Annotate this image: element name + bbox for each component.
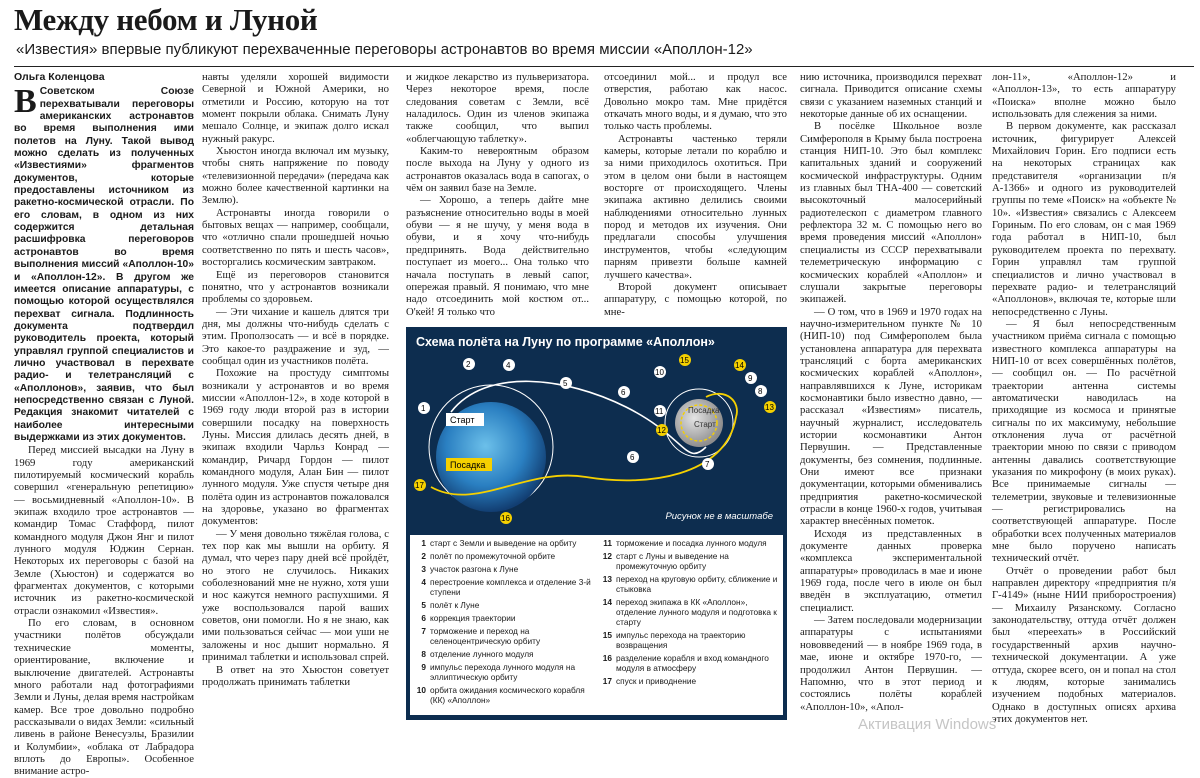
paragraph: и жидкое лекарство из пульверизатора. Через некоторое время, после следования советам с Земли, всё наладилось. Один из членов экипажа также сообщил, что выпил «облегчающую таблетку». bbox=[406, 71, 589, 145]
paragraph: навты уделяли хорошей видимости Северной и Южной Америки, но отметили и Россию, которую на тот момент покрыли облака. Снимать Луну мешало Солнце, и экипаж долго искал нужный ракурс. bbox=[202, 71, 389, 145]
marker-5-label: 5 bbox=[563, 379, 568, 388]
paragraph: нию источника, производился перехват сигнала. Приводится описание схемы связи с указанием наземных станций и некоторые данные об их оснащении. bbox=[800, 71, 982, 121]
marker-16-label: 16 bbox=[501, 514, 510, 523]
marker-9-label: 9 bbox=[748, 374, 753, 383]
paragraph: Астронавты частенько теряли камеры, которые летали по кораблю и за ними приходилось охотиться. При этом в целом они были в настоящем восторге от происходящего. Члены экипажа активно делились своими наблюдениями относительно лунных пород и методов их изучения. Они предлагали способы улучшения инструментов, чтобы «следующим парням привезти больше камней лучшего качества». bbox=[604, 132, 787, 281]
legend-item: 13 переход на круговую орбиту, сближение и стыковка bbox=[602, 574, 778, 594]
paragraph: Похожие на простуду симптомы возникали у астронавтов и во время миссии «Аполлон-12», в ходе которой в 1969 году люди второй раз в истории совершили посадку на поверхность Луны. Миссия длилась десять дней, в экипаж входили Чарльз Конрад — командир, Ричард Гордон — пилот командного модуля, Алан Бин — пилот лунного модуля. Уже спустя четыре дня полёта один из астронавтов пожаловался на здоровье, указано во фрагментах документов: bbox=[202, 367, 389, 528]
legend-left bbox=[414, 538, 594, 708]
legend-item: 1 старт с Земли и выведение на орбиту bbox=[421, 538, 577, 548]
marker-1-label: 1 bbox=[421, 404, 426, 413]
paragraph: Астронавты иногда говорили о бытовых вещах — например, сообщали, что «отлично спали прошедшей ночью соответственно по пять и шесть часов», восторгались космическим завтраком. bbox=[202, 206, 389, 269]
legend-item: 6 коррекция траектории bbox=[421, 613, 516, 623]
legend-item: 7 торможение и переход на селеноцентрическую орбиту bbox=[421, 626, 541, 646]
legend-item: 4 перестроение комплекса и отделение 3-й ступени bbox=[421, 577, 591, 597]
flight-scheme-svg bbox=[406, 327, 787, 535]
marker-6-label: 6 bbox=[621, 388, 626, 397]
author: Ольга Коленцова bbox=[14, 71, 105, 83]
dropcap: В bbox=[14, 83, 37, 121]
paragraph: — О том, что в 1969 и 1970 годах на научно-измерительном пункте № 10 (НИП-10) под Симферополем была установлена аппаратура для перехвата трансляций с борта американских космических кораблей «Аполлон», направлявшихся к Луне, историкам космонавтики было известно давно, — рассказал «Известиям» писатель, научный журналист, исследователь истории космонавтики Антон Первушин. — Представленные документы, без сомнения, подлинные. Они имеют все признаки документации, которыми обменивались предприятия ракетно-космической отрасли в конце 1960-х годов, учитывая характер внесённых пометок. bbox=[800, 305, 982, 528]
diagram-legend bbox=[410, 535, 783, 715]
legend-item: 3 участок разгона к Луне bbox=[421, 564, 519, 574]
column-4 bbox=[604, 71, 787, 319]
windows-activation-watermark: Активация Windows bbox=[858, 716, 997, 733]
paragraph: В первом документе, как рассказал источник, фигурирует Алексей Михайлович Горин. Его подписи есть на некоторых страницах как представителя «организации п/я А-1366» и одного из руководителей группы по теме «Поиск» на «объекте № 10». «Известия» связались с Алексеем Гориным. По его словам, он с мая 1969 года работал в НИП-10, был руководителем проекта по перехвату. Горин управлял там группой специалистов и лично участвовал в перехвате радио- и телетрансляций «Аполлонов», включая те, которые шли непосредственно с Луны. bbox=[992, 120, 1176, 318]
paragraph: Каким-то невероятным образом после выхода на Луну у одного из астронавтов оказалась вода в сапогах, о чём он заявил базе на Земле. bbox=[406, 145, 589, 195]
paragraph: В посёлке Школьное возле Симферополя в Крыму была построена станция НИП-10. Это был комплекс капитальных зданий и сооружений космической инфраструктуры. Одним из главных был ТНА-400 — советский высокоточный малосерийный радиотелескоп с диаметром главного рефлектора 32 м. С помощью него во время проведения миссий «Аполлон» специалисты из СССР перехватывали телеметрическую информацию с космических кораблей «Аполлон» и слушали закрытые переговоры экипажей. bbox=[800, 120, 982, 306]
legend-item: 9 импульс перехода лунного модуля на эллиптическую орбиту bbox=[421, 662, 576, 682]
marker-15-label: 15 bbox=[680, 356, 689, 365]
marker-7-label: 7 bbox=[705, 460, 710, 469]
paragraph: Второй документ описывает аппаратуру, с помощью которой, по мне- bbox=[604, 280, 787, 318]
paragraph: — Эти чихание и кашель длятся три дня, мы должны что-нибудь сделать с этим. Проползосать — и всё в порядке. Это какое-то раздражение и зуд, — сообщал один из участников полёта. bbox=[202, 305, 389, 367]
marker-13-label: 13 bbox=[765, 403, 774, 412]
marker-14-label: 14 bbox=[735, 361, 744, 370]
column-1 bbox=[14, 71, 194, 778]
moon-start-label: Старт bbox=[694, 420, 716, 429]
moon-landing-label: Посадка bbox=[688, 406, 720, 415]
column-3 bbox=[406, 71, 589, 319]
page-subtitle: «Известия» впервые публикуют перехваченные переговоры астронавтов во время миссии «Аполлон-12» bbox=[16, 41, 753, 58]
paragraph: Хьюстон иногда включал им музыку, чтобы снять напряжение по поводу «телевизионной передачи» (передача как можно более качественной картинки на Землю). bbox=[202, 145, 389, 207]
paragraph: — Хорошо, а теперь дайте мне разъяснение относительно воды в моей обуви — я не шучу, у меня вода в обуви, и я хочу что-нибудь предпринять. Вода действительно поступает из моего... Она только что начала поступать в левый сапог, опережая правый. Я понимаю, что мне надо отсоединить мой костюм от... О'кей! Я только что bbox=[406, 194, 589, 318]
legend-item: 12 старт с Луны и выведение на промежуточную орбиту bbox=[602, 551, 729, 571]
legend-item: 16 разделение корабля и вход командного модуля в атмосферу bbox=[602, 653, 769, 673]
start-label: Старт bbox=[450, 415, 475, 425]
marker-8-label: 8 bbox=[758, 387, 763, 396]
paragraph: — Я был непосредственным участником приёма сигнала с помощью известного комплекса аппаратуры на НИП-10 от всех совершённых полётов, — сообщил он. — По расчётной траектории антенна системы автоматически наводилась на приходящие из космоса и принятые сигналы по их максимуму, небольшие отклонения луча от расчётной траектории мною по связи с приводом антенны давались соответствующие указания по микрофону (в моих руках). Все принимаемые сигналы — телеметрии, звуковые и телевизионные — регистрировались на соответствующей аппаратуре. После обработки всех полученных материалов мне было поручено написать технический отчёт. bbox=[992, 317, 1176, 565]
legend-item: 8 отделение лунного модуля bbox=[421, 649, 534, 659]
paragraph: Отчёт о проведении работ был направлен директору «предприятия п/я Г-4149» (ныне НИИ приборостроения) — Михаилу Рязанскому. Согласно законодательству, оттуда отчёт должен был «переехать» в Российский государственный архив научно-технической документации. А уже оттуда, скорее всего, он и попал на стол к людям, которые занимались изучением подобных материалов. Однако в доступных описях архива этих документов нет. bbox=[992, 564, 1176, 725]
header-divider bbox=[14, 66, 1194, 67]
lead-text: Советском Союзе перехватывали переговоры американских астронавтов во время выполнения ими полетов на Луну. Такой вывод можно сделать из полученных «Известиями» фрагментов документов, которые предоставлены источником из ракетно-космической отрасли. По его словам, в одном из них содержится детальная расшифровка переговоров астронавтов во время выполнения миссий «Аполлон-10» и «Аполлон-12». В другом же имеется описание аппаратуры, с помощью которой осуществлялся перехват сигнала. Подлинность документа подтвердил руководитель проекта, который управлял группой специалистов и лично участвовал в перехвате радио- и телетрансляций с «Аполлонов», заявив, что был непосредственно связан с Луной. Редакция знакомит читателей с наиболее интересными выдержками из этих документов. bbox=[14, 86, 194, 443]
marker-12-label: 12 bbox=[657, 426, 666, 435]
page-title: Между небом и Луной bbox=[14, 2, 318, 37]
marker-11-label: 11 bbox=[655, 407, 664, 416]
marker-6b-label: 6 bbox=[630, 453, 635, 462]
paragraph: Перед миссией высадки на Луну в 1969 году американский пилотируемый космический корабль совершил «генеральную репетицию» — восьмидневный «Аполлон-10». В экипаж входило трое астронавтов — командир Томас Стаффорд, пилот командного модуля Джон Янг и пилот лунного модуля Юджин Сернан. Некоторых их переговоры с базой на Земле (Хьюстон) и содержатся во фрагментах документов, с которыми источник из ракетно-космической отрасли ознакомил «Известия». bbox=[14, 444, 194, 617]
paragraph: лон-11», «Аполлон-12» и «Аполлон-13», то есть аппаратуру «Поиска» вполне можно было использовать для слежения за ними. bbox=[992, 71, 1176, 121]
landing-label: Посадка bbox=[450, 460, 486, 470]
column-6 bbox=[992, 71, 1176, 731]
column-5 bbox=[800, 71, 982, 731]
paragraph: отсоединил мой... и продул все отверстия, работаю как насос. Довольно мокро там. Мне придётся откачать много воды, и я думаю, что это только часть проблемы. bbox=[604, 71, 787, 133]
paragraph: В ответ на это Хьюстон советует продолжать принимать таблетки bbox=[202, 663, 389, 688]
marker-17-label: 17 bbox=[415, 481, 424, 490]
legend-item: 17 спуск и приводнение bbox=[602, 676, 697, 686]
paragraph: — У меня довольно тяжёлая голова, с тех пор как мы вышли на орбиту. Я думал, что через пару дней всё пройдёт, но этого не случилось. Никаких соболезнований мне не нужно, хотя уши и нос кажутся немного распухшими. Я уже воспользовался парой ваших советов, они помогли. Но я не знаю, как ими пользоваться сейчас — мои уши не заложены и нос дышит нормально. Я принимал таблетки и использовал спрей. bbox=[202, 527, 389, 664]
paragraph: Исходя из представленных в документе данных проверка «комплекса экспериментальной аппаратуры» проводилась в мае и июне 1969 года, после чего в июле он был введён в эксплуатацию, отметил специалист. bbox=[800, 527, 982, 614]
flight-diagram bbox=[406, 327, 787, 720]
paragraph: По его словам, в основном участники полётов обсуждали технические моменты, ориентирование, включение и выключение двигателей. Астронавты много работали над фотографиями Земли и Луны, делая время настройкам камер. Все трое довольно подробно рассказывали о видах Земли: «сильный ливень в районе Венесуэлы, Бразилии и Колумбии», «облака от Лабрадора вплоть до Европы». Особенное внимание астро- bbox=[14, 617, 194, 778]
legend-item: 10 орбита ожидания космического корабля (КК) «Аполлон» bbox=[416, 685, 585, 705]
legend-item: 15 импульс перехода на траекторию возвращения bbox=[602, 630, 746, 650]
legend-item: 14 переход экипажа в КК «Аполлон», отделение лунного модуля и подготовка к старту bbox=[602, 597, 777, 627]
marker-4-label: 4 bbox=[506, 361, 511, 370]
lead-paragraph bbox=[14, 83, 194, 444]
diagram-note: Рисунок не в масштабе bbox=[665, 511, 773, 522]
marker-2-label: 2 bbox=[466, 360, 471, 369]
marker-10-label: 10 bbox=[655, 368, 664, 377]
legend-right bbox=[600, 538, 778, 689]
legend-item: 5 полёт к Луне bbox=[421, 600, 480, 610]
diagram-title: Схема полёта на Луну по программе «Аполлон» bbox=[416, 335, 715, 349]
paragraph: — Затем последовали модернизации аппаратуры с испытаниями нововведений — в ноябре 1969 года, в мае, июне и октябре 1970-го, — продолжил Антон Первушин. — Напомню, что в этот период и состоялись полёты кораблей «Аполлон-10», «Апол- bbox=[800, 614, 982, 713]
legend-item: 11 торможение и посадка лунного модуля bbox=[603, 538, 767, 548]
paragraph: Ещё из переговоров становится понятно, что у астронавтов возникали проблемы со здоровьем. bbox=[202, 268, 389, 306]
legend-item: 2 полёт по промежуточной орбите bbox=[421, 551, 556, 561]
column-2 bbox=[202, 71, 389, 731]
